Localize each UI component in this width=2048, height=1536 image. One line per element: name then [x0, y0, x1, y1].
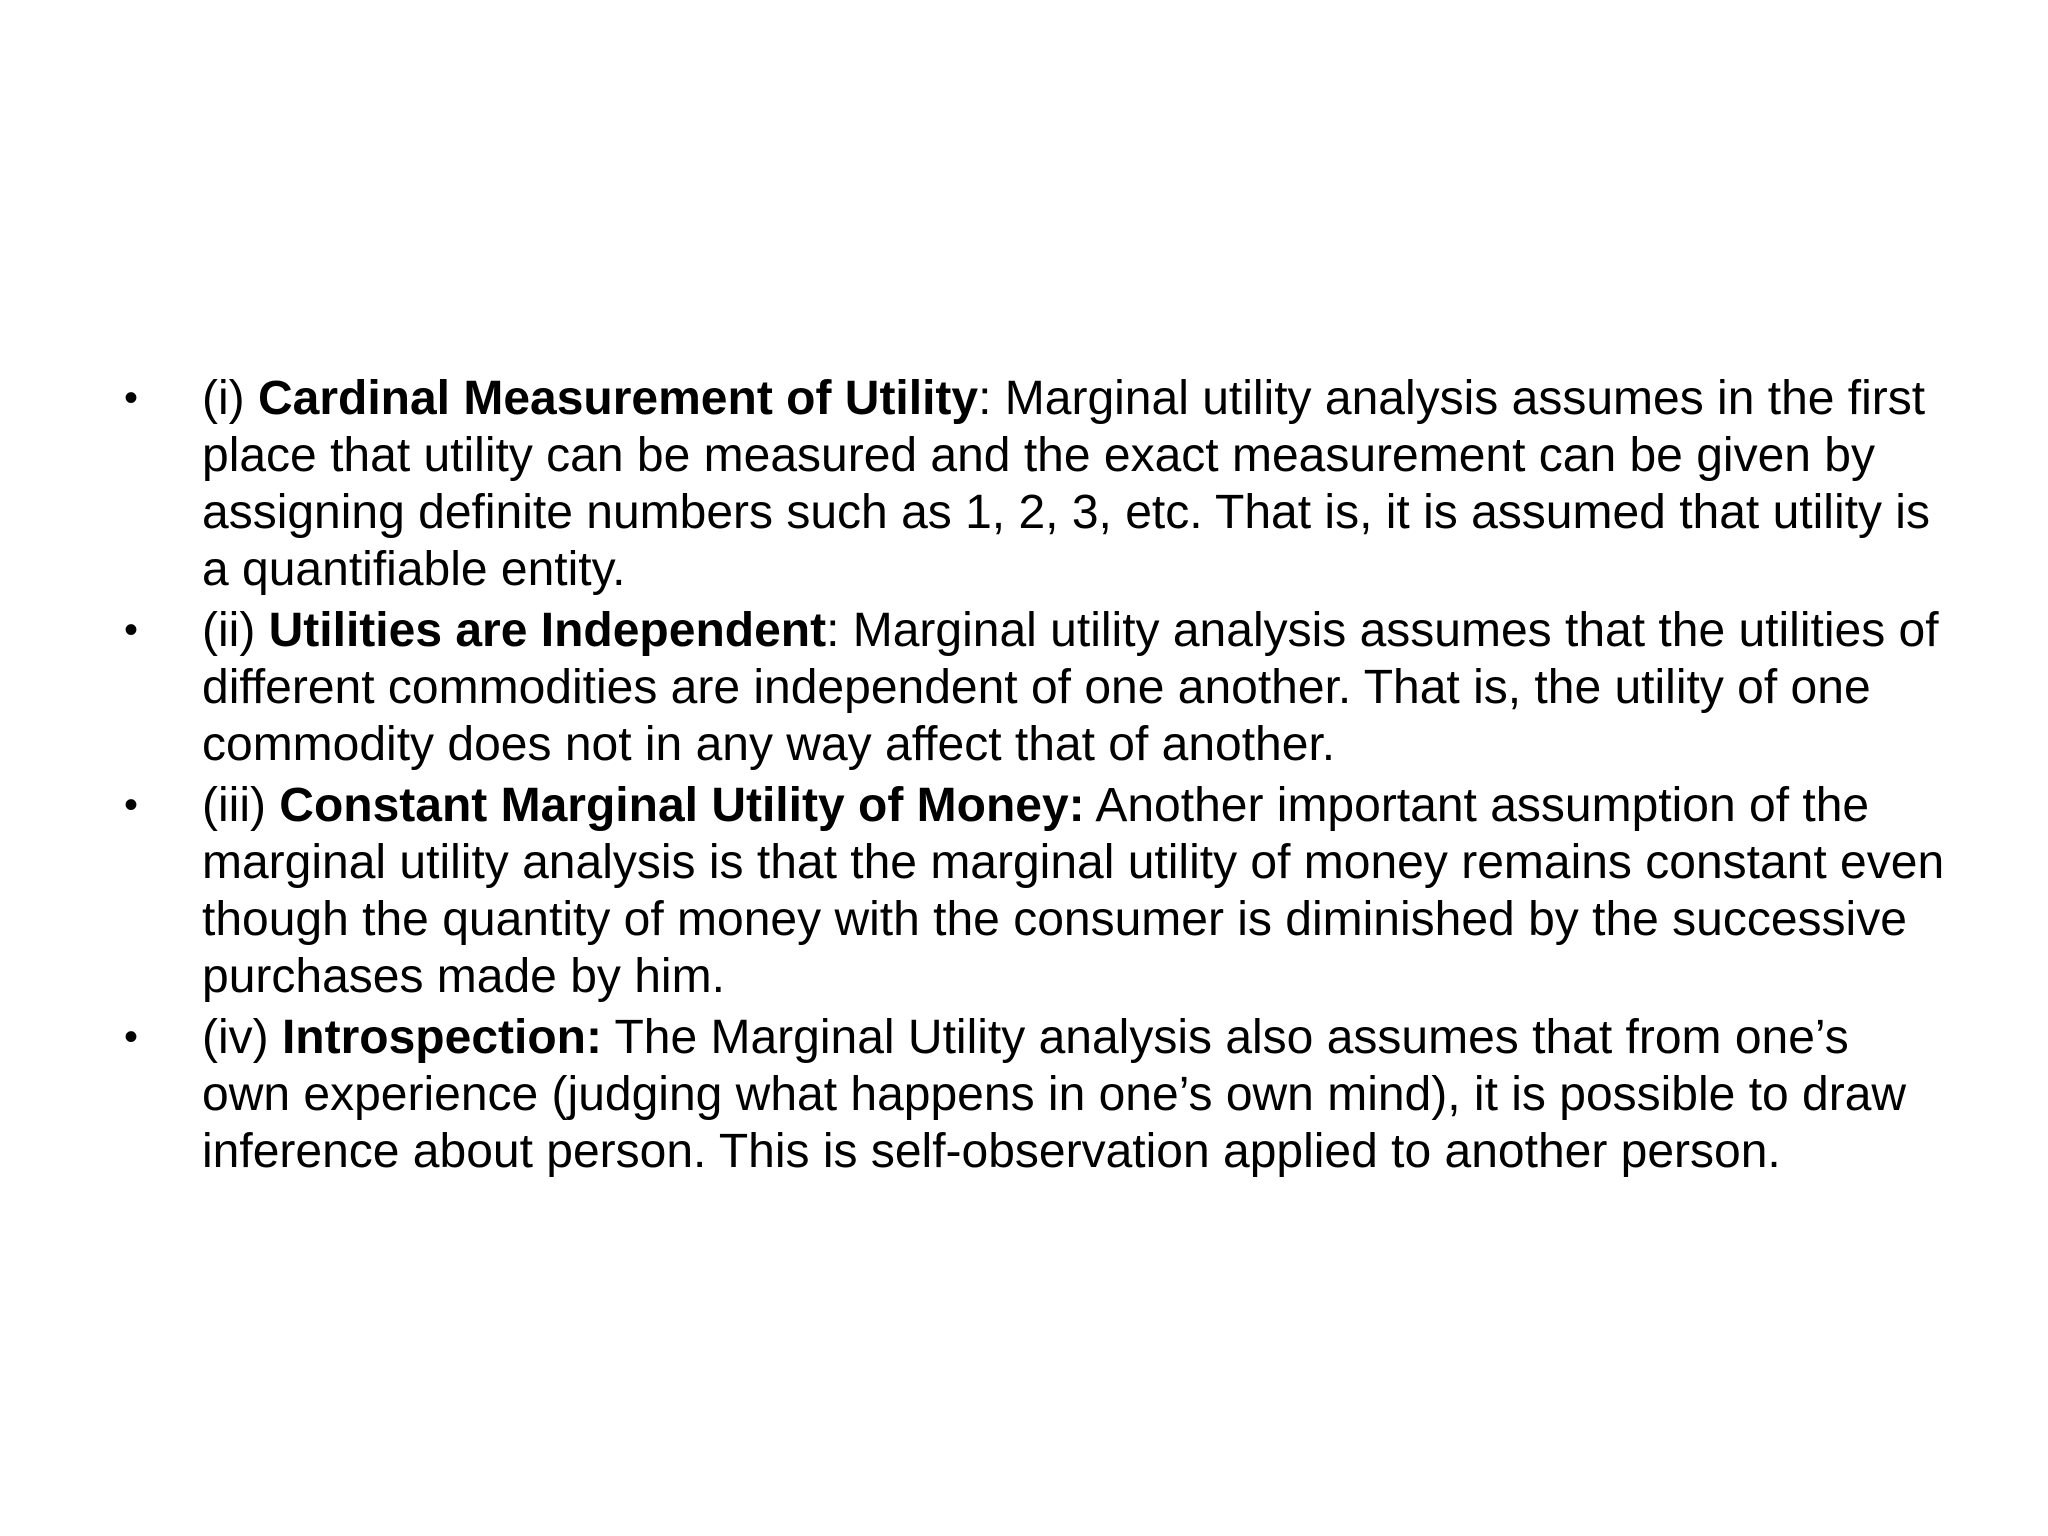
item-heading: Introspection:: [281, 1011, 602, 1064]
item-number: (ii): [202, 604, 269, 657]
list-item-cardinal-measurement: [118, 370, 1948, 598]
list-item-introspection: [118, 1009, 1948, 1180]
item-number: (i): [202, 372, 258, 425]
list-item-text: [202, 370, 1948, 598]
item-body: Another important assumption of the marginal utility analysis is that the marginal utility of money remains constant even though the quantity of money with the consumer is diminished by the successive purchases made by him.: [202, 779, 1945, 1003]
item-number: (iii): [202, 779, 280, 832]
list-item-text: [202, 602, 1948, 773]
bullet-icon: •: [124, 783, 139, 827]
item-number: (iv): [202, 1011, 282, 1064]
item-heading: Cardinal Measurement of Utility: [257, 372, 979, 425]
list-item-text: [202, 777, 1948, 1005]
bullet-icon: •: [124, 376, 139, 420]
item-heading: Utilities are Independent: [268, 604, 827, 657]
list-item-text: [202, 1009, 1948, 1180]
list-item-utilities-independent: [118, 602, 1948, 773]
item-body: : Marginal utility analysis assumes that the utilities of different commodities are independent of one another. That is, the utility of one commodity does not in any way affect that of another.: [202, 604, 1939, 771]
item-body: The Marginal Utility analysis also assumes that from one’s own experience (judging what happens in one’s own mind), it is possible to draw inference about person. This is self-observation applied to another person.: [202, 1011, 1907, 1178]
item-heading: Constant Marginal Utility of Money:: [279, 779, 1085, 832]
bullet-icon: •: [124, 608, 139, 652]
list-item-constant-marginal-utility: [118, 777, 1948, 1005]
bullet-icon: •: [124, 1015, 139, 1059]
assumptions-list: [118, 370, 1948, 1184]
item-body: : Marginal utility analysis assumes in the first place that utility can be measured and the exact measurement can be given by assigning definite numbers such as 1, 2, 3, etc. That is, it is assumed that utility is a quantifiable entity.: [202, 372, 1930, 596]
